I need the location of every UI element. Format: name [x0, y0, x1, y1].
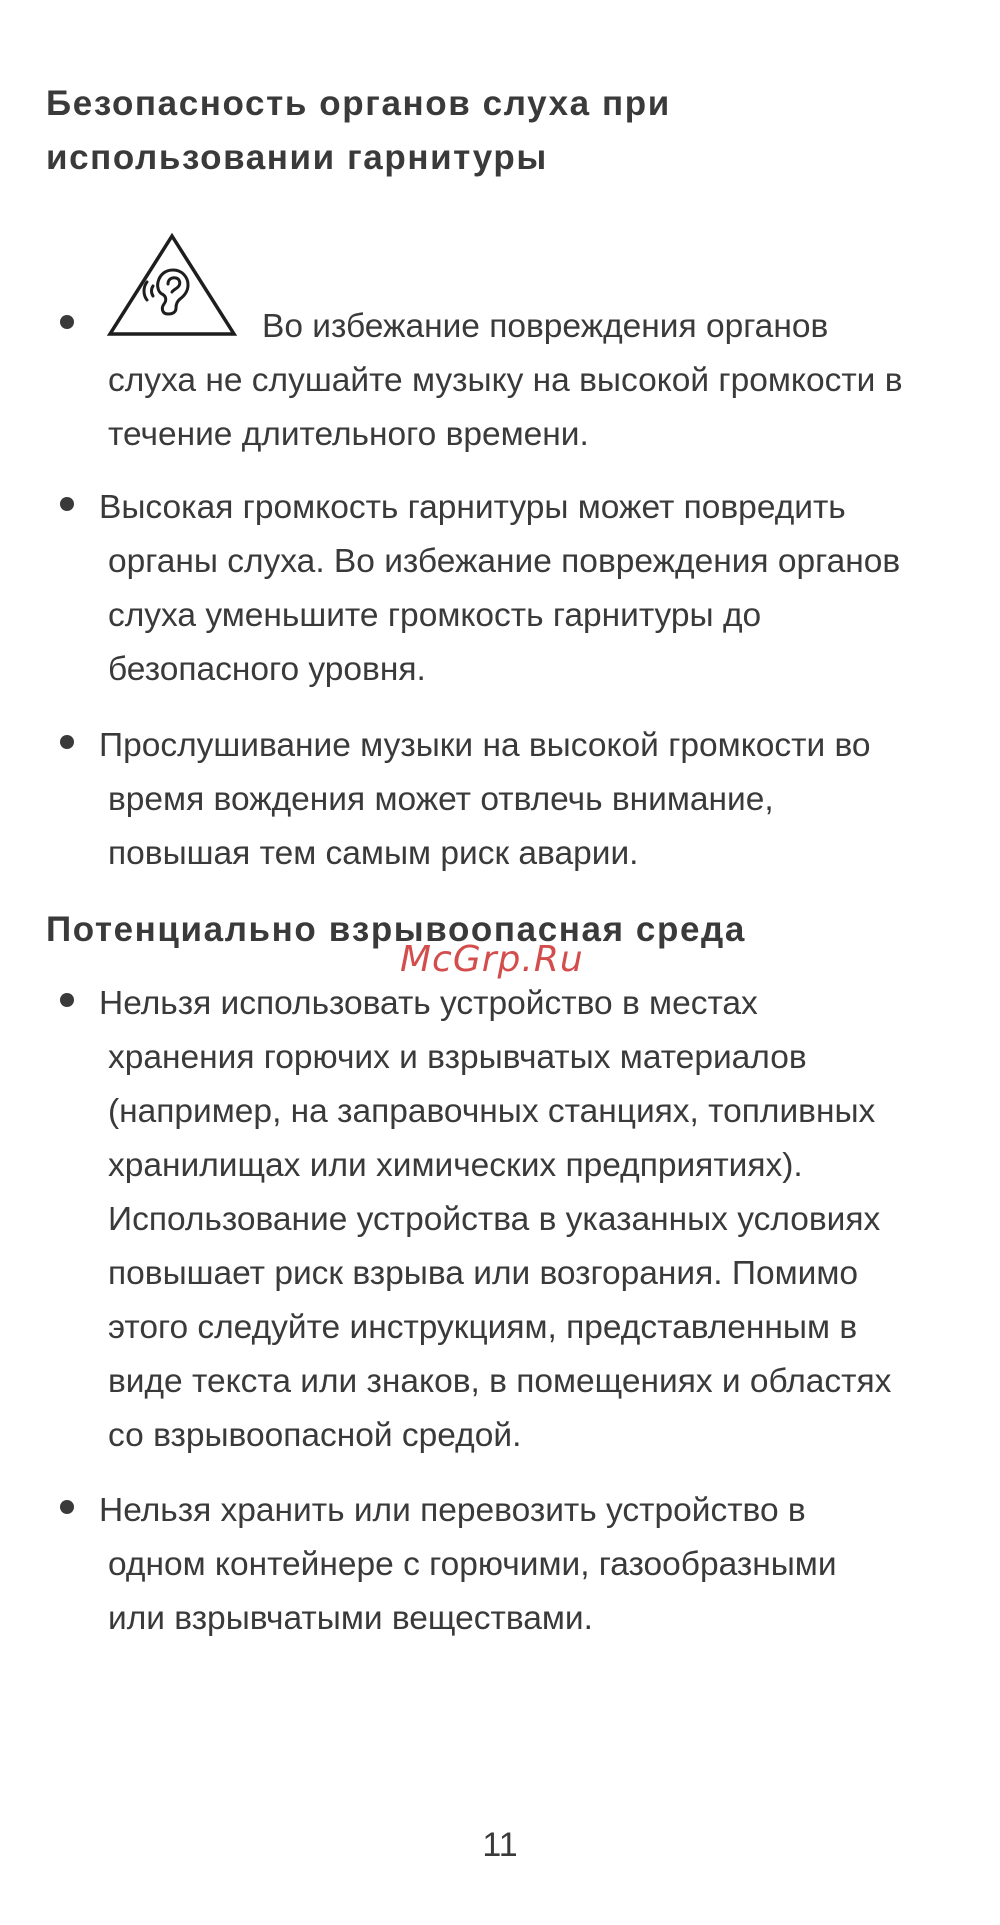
list-item-line: Во избежание повреждения органов [262, 308, 829, 345]
bullet-dot [60, 993, 74, 1007]
section-heading-explosive-environment: Потенциально взрывоопасная среда [46, 910, 746, 949]
list-item-line: Высокая громкость гарнитуры может повредить [99, 489, 846, 526]
bullet-dot [60, 315, 74, 329]
list-item-line: течение длительного времени. [108, 416, 589, 453]
bullet-dot [60, 1500, 74, 1514]
heading-line-1: Безопасность органов слуха при [46, 84, 671, 123]
list-item-line: органы слуха. Во избежание повреждения органов [108, 543, 901, 580]
page-number: 11 [482, 1826, 518, 1864]
watermark: McGrp.Ru [400, 939, 584, 980]
list-item-line: хранения горючих и взрывчатых материалов [108, 1039, 807, 1076]
list-item-line: повышает риск взрыва или возгорания. Помимо [108, 1255, 859, 1292]
list-item-line: Прослушивание музыки на высокой громкости во [99, 727, 871, 764]
list-item-line: хранилищах или химических предприятиях). [108, 1147, 803, 1184]
list-item-line: (например, на заправочных станциях, топливных [108, 1093, 876, 1130]
section-heading-hearing-safety [46, 77, 846, 185]
list-item-line: время вождения может отвлечь внимание, [108, 781, 774, 818]
list-item-line: или взрывчатыми веществами. [108, 1600, 593, 1637]
list-item-line: виде текста или знаков, в помещениях и областях [108, 1363, 892, 1400]
bullet-dot [60, 735, 74, 749]
bullet-dot [60, 497, 74, 511]
list-item-line: повышая тем самым риск аварии. [108, 835, 639, 872]
list-item-line: слуха не слушайте музыку на высокой громкости в [108, 362, 903, 399]
list-item-line: одном контейнере с горючими, газообразными [108, 1546, 837, 1583]
list-item-line: Нельзя использовать устройство в местах [99, 985, 758, 1022]
list-item-line: Нельзя хранить или перевозить устройство в [99, 1492, 806, 1529]
list-item-line: слуха уменьшите громкость гарнитуры до [108, 597, 762, 634]
list-item-line: Использование устройства в указанных условиях [108, 1201, 881, 1238]
heading-line-2: использовании гарнитуры [46, 138, 548, 177]
list-item-line: со взрывоопасной средой. [108, 1417, 522, 1454]
list-item-line: безопасного уровня. [108, 651, 426, 688]
hearing-warning-triangle-icon [106, 232, 238, 338]
list-item-line: этого следуйте инструкциям, представленным в [108, 1309, 858, 1346]
